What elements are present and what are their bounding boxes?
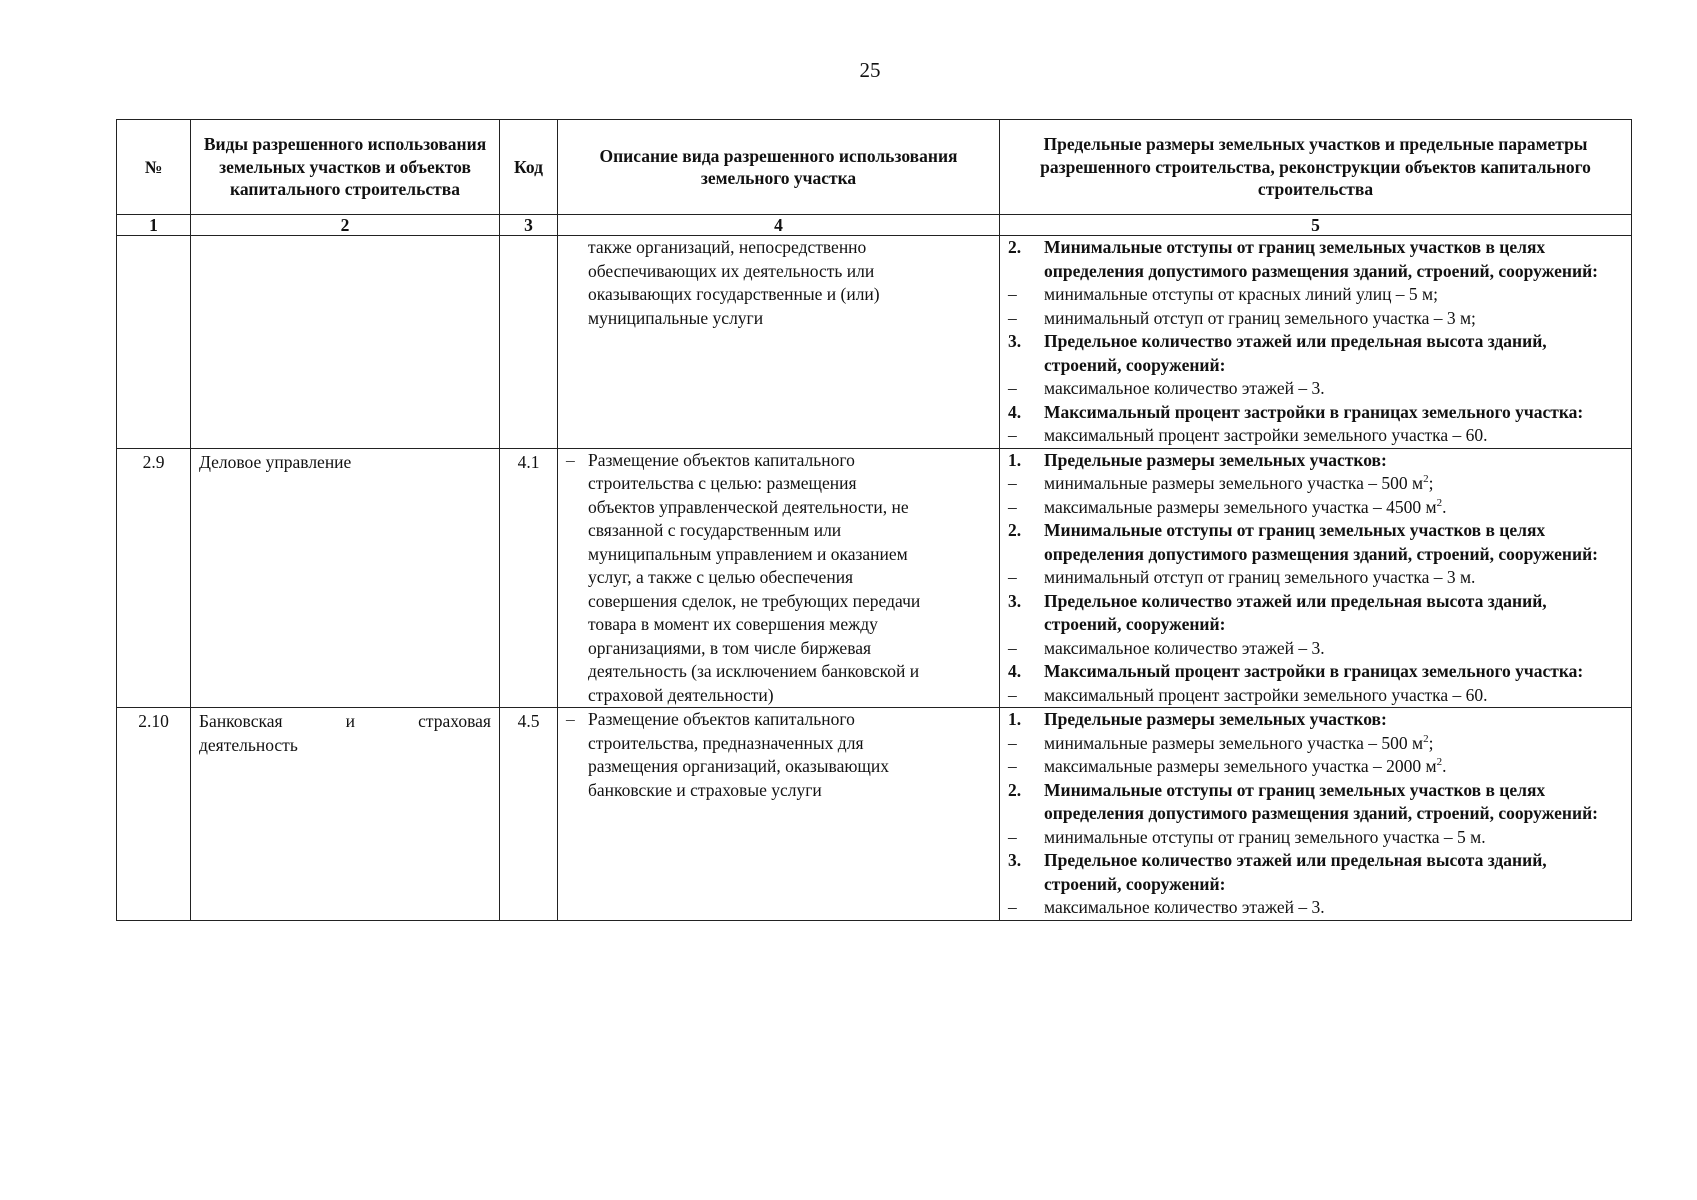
param-item bbox=[1000, 755, 1631, 779]
param-item bbox=[1000, 283, 1631, 307]
use-code: 4.5 bbox=[500, 708, 558, 921]
param-marker: 3. bbox=[1008, 590, 1022, 611]
header-number: № bbox=[117, 120, 191, 215]
param-tail: . bbox=[1442, 496, 1447, 517]
param-text: Предельное количество этажей или предельная высота зданий, строений, сооружений: bbox=[1044, 850, 1547, 894]
column-number-row bbox=[117, 215, 1632, 236]
name-word: и bbox=[345, 711, 356, 731]
description-line: деятельность (за исключением банковской и bbox=[588, 661, 920, 681]
param-text: Предельное количество этажей или предельная высота зданий, строений, сооружений: bbox=[1044, 331, 1547, 375]
description-line: муниципальным управлением и оказанием bbox=[588, 543, 908, 564]
param-tail: ; bbox=[1428, 732, 1434, 753]
param-item bbox=[1000, 472, 1631, 496]
description-line: товара в момент их совершения между bbox=[588, 614, 878, 634]
column-number: 2 bbox=[191, 215, 500, 236]
dash-marker bbox=[558, 236, 588, 330]
use-description bbox=[558, 448, 1000, 708]
header-parameters: Предельные размеры земельных участков и предельные параметры разрешенного строительства, реконструкции объектов капитального строительства bbox=[1000, 120, 1632, 215]
superscript: 2 bbox=[1436, 756, 1443, 769]
param-item bbox=[1000, 684, 1631, 708]
superscript: 2 bbox=[1423, 732, 1429, 745]
param-text: Максимальный процент застройки в границах земельного участка: bbox=[1044, 661, 1584, 681]
param-text: максимальное количество этажей – 3. bbox=[1044, 378, 1325, 398]
param-item bbox=[1000, 330, 1631, 377]
param-item bbox=[1000, 449, 1631, 473]
description-line: оказывающих государственные и (или) bbox=[588, 284, 880, 304]
name-word: страховая bbox=[418, 711, 491, 731]
description-line: также организаций, непосредственно bbox=[588, 237, 867, 257]
table-row bbox=[117, 448, 1632, 708]
param-text: минимальные отступы от границ земельного участка – 5 м. bbox=[1044, 826, 1486, 847]
param-marker: – bbox=[1008, 284, 1017, 304]
description-line: связанной с государственным или bbox=[588, 520, 842, 540]
param-text: максимальный процент застройки земельного участка – 60. bbox=[1044, 684, 1488, 705]
table-row bbox=[117, 708, 1632, 921]
param-tail: ; bbox=[1428, 473, 1434, 493]
description-line: организациями, в том числе биржевая bbox=[588, 637, 872, 658]
param-item bbox=[1000, 637, 1631, 661]
param-marker: 4. bbox=[1008, 661, 1022, 681]
param-marker: – bbox=[1008, 897, 1017, 917]
header-row bbox=[117, 120, 1632, 215]
param-item bbox=[1000, 401, 1631, 425]
page-number: 25 bbox=[859, 58, 881, 82]
param-item bbox=[1000, 660, 1631, 684]
param-marker: 1. bbox=[1008, 709, 1022, 729]
param-text: максимальный процент застройки земельного участка – 60. bbox=[1044, 425, 1488, 445]
description-line: Размещение объектов капитального bbox=[588, 709, 855, 729]
dash-marker: – bbox=[566, 709, 575, 729]
land-use-table bbox=[116, 119, 1632, 921]
param-text: максимальные размеры земельного участка – 2000 м bbox=[1044, 756, 1437, 776]
header-code: Код bbox=[500, 120, 558, 215]
param-tail: . bbox=[1442, 756, 1447, 776]
description-line: строительства, предназначенных для bbox=[588, 732, 864, 753]
use-type-name bbox=[191, 236, 500, 449]
header-use-type: Виды разрешенного использования земельных участков и объектов капитального строительства bbox=[191, 120, 500, 215]
param-marker: 1. bbox=[1008, 449, 1022, 470]
param-text: Предельное количество этажей или предельная высота зданий, строений, сооружений: bbox=[1044, 590, 1547, 634]
description-line: обеспечивающих их деятельность или bbox=[588, 260, 875, 281]
param-marker: – bbox=[1008, 756, 1017, 776]
use-description bbox=[558, 236, 1000, 449]
param-marker: – bbox=[1008, 378, 1017, 398]
column-number: 5 bbox=[1000, 215, 1632, 236]
column-number: 4 bbox=[558, 215, 1000, 236]
header-description: Описание вида разрешенного использования земельного участка bbox=[558, 120, 1000, 215]
use-code bbox=[500, 236, 558, 449]
param-marker: 2. bbox=[1008, 237, 1022, 257]
row-number bbox=[117, 236, 191, 449]
param-text: максимальные размеры земельного участка – 4500 м bbox=[1044, 496, 1437, 517]
description-line: совершения сделок, не требующих передачи bbox=[588, 590, 921, 611]
description-line: размещения организаций, оказывающих bbox=[588, 756, 890, 776]
param-text: Минимальные отступы от границ земельных участков в целях определения допустимого размещения зданий, строений, сооружений: bbox=[1044, 520, 1598, 564]
param-text: минимальный отступ от границ земельного участка – 3 м. bbox=[1044, 567, 1476, 587]
param-marker: 4. bbox=[1008, 401, 1022, 422]
param-item bbox=[1000, 519, 1631, 566]
description-line: Размещение объектов капитального bbox=[588, 449, 855, 470]
param-marker: – bbox=[1008, 684, 1017, 705]
description-line: страховой деятельности) bbox=[588, 684, 774, 705]
column-number: 1 bbox=[117, 215, 191, 236]
param-text: Предельные размеры земельных участков: bbox=[1044, 709, 1387, 729]
param-item bbox=[1000, 566, 1631, 590]
param-text: Минимальные отступы от границ земельных участков в целях определения допустимого размещения зданий, строений, сооружений: bbox=[1044, 779, 1598, 823]
param-marker: – bbox=[1008, 496, 1017, 517]
description-line: муниципальные услуги bbox=[588, 307, 764, 328]
param-item bbox=[1000, 732, 1631, 756]
param-item bbox=[1000, 779, 1631, 826]
param-marker: – bbox=[1008, 637, 1017, 658]
param-item bbox=[1000, 849, 1631, 896]
param-text: минимальные отступы от красных линий улиц – 5 м; bbox=[1044, 284, 1438, 304]
parameters-cell bbox=[1000, 236, 1632, 449]
param-item bbox=[1000, 377, 1631, 401]
param-text: Максимальный процент застройки в границах земельного участка: bbox=[1044, 401, 1584, 422]
param-marker: – bbox=[1008, 567, 1017, 587]
table-row bbox=[117, 236, 1632, 449]
parameters-cell bbox=[1000, 448, 1632, 708]
dash-marker: – bbox=[566, 449, 575, 470]
param-text: минимальные размеры земельного участка – 500 м bbox=[1044, 732, 1424, 753]
param-text: Предельные размеры земельных участков: bbox=[1044, 449, 1387, 470]
param-marker: – bbox=[1008, 732, 1017, 753]
use-type-name: Деловое управление bbox=[191, 448, 500, 708]
description-line: строительства с целью: размещения bbox=[588, 473, 857, 493]
param-text: максимальное количество этажей – 3. bbox=[1044, 897, 1325, 917]
row-number: 2.9 bbox=[117, 448, 191, 708]
param-item bbox=[1000, 424, 1631, 448]
name-word: Банковская bbox=[199, 711, 283, 731]
use-type-name bbox=[191, 708, 500, 921]
param-text: минимальный отступ от границ земельного участка – 3 м; bbox=[1044, 307, 1476, 328]
param-marker: – bbox=[1008, 307, 1017, 328]
param-text: максимальное количество этажей – 3. bbox=[1044, 637, 1325, 658]
description-line: услуг, а также с целью обеспечения bbox=[588, 567, 854, 587]
param-marker: 3. bbox=[1008, 331, 1022, 351]
param-item bbox=[1000, 826, 1631, 850]
superscript: 2 bbox=[1423, 473, 1429, 486]
param-item bbox=[1000, 896, 1631, 920]
param-item bbox=[1000, 307, 1631, 331]
param-text: Минимальные отступы от границ земельных участков в целях определения допустимого размещения зданий, строений, сооружений: bbox=[1044, 237, 1598, 281]
row-number: 2.10 bbox=[117, 708, 191, 921]
param-marker: 2. bbox=[1008, 520, 1022, 540]
param-marker: – bbox=[1008, 826, 1017, 847]
column-number: 3 bbox=[500, 215, 558, 236]
param-item bbox=[1000, 236, 1631, 283]
param-item bbox=[1000, 590, 1631, 637]
param-marker: 2. bbox=[1008, 779, 1022, 800]
param-item bbox=[1000, 708, 1631, 732]
param-marker: – bbox=[1008, 473, 1017, 493]
use-description bbox=[558, 708, 1000, 921]
param-text: минимальные размеры земельного участка – 500 м bbox=[1044, 473, 1424, 493]
param-marker: – bbox=[1008, 425, 1017, 445]
parameters-cell bbox=[1000, 708, 1632, 921]
param-item bbox=[1000, 496, 1631, 520]
param-marker: 3. bbox=[1008, 850, 1022, 870]
superscript: 2 bbox=[1436, 496, 1443, 509]
description-line: банковские и страховые услуги bbox=[588, 779, 822, 800]
name-line: деятельность bbox=[199, 734, 298, 755]
description-line: объектов управленческой деятельности, не bbox=[588, 496, 909, 517]
use-code: 4.1 bbox=[500, 448, 558, 708]
